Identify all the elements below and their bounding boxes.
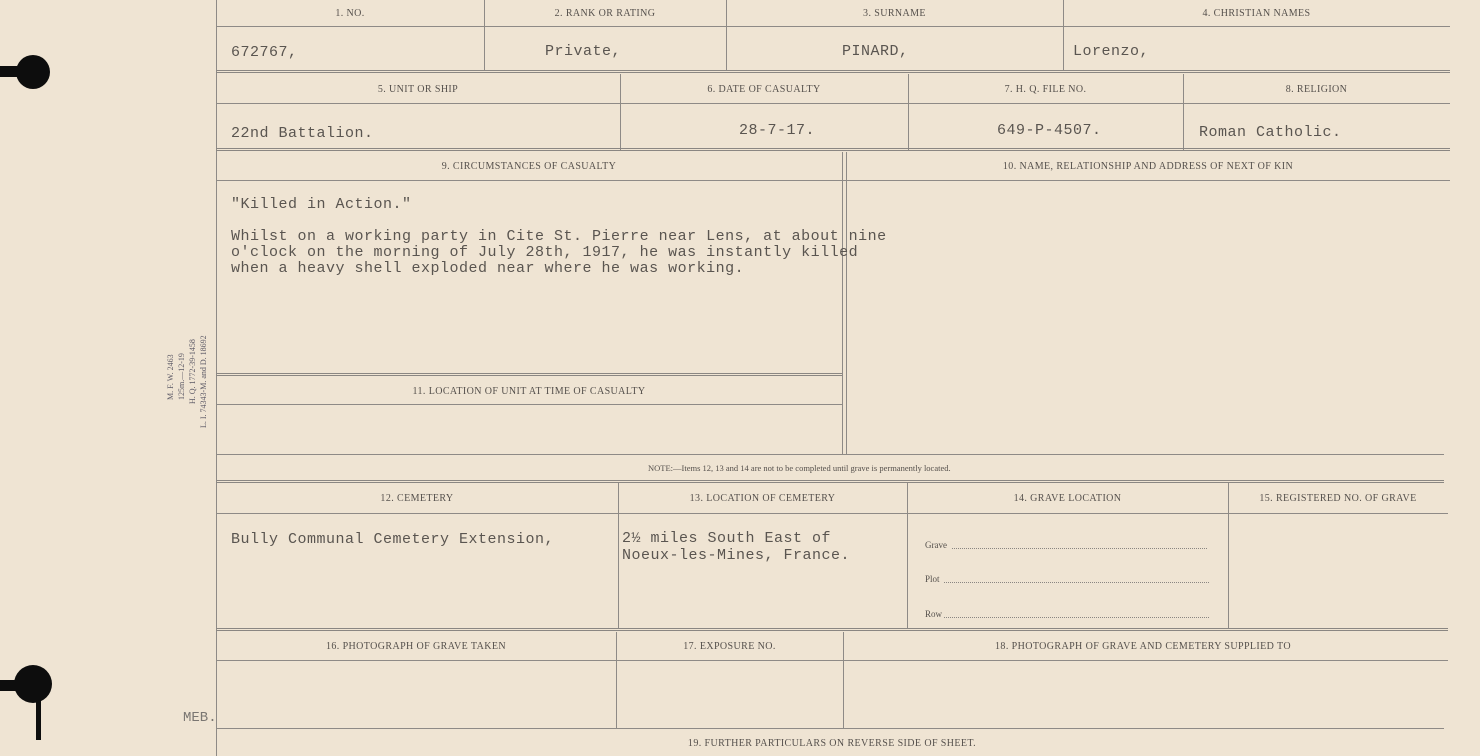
label-next-of-kin: 10. NAME, RELATIONSHIP AND ADDRESS OF NEXT OF KIN — [1002, 161, 1294, 172]
label-registered-no: 15. REGISTERED NO. OF GRAVE — [1259, 493, 1417, 504]
divider — [842, 152, 843, 454]
rule — [216, 26, 1450, 27]
rule — [216, 148, 1450, 151]
cemetery-location-line-1: 2½ miles South East of — [622, 530, 832, 547]
cemetery-location-line-2: Noeux-les-Mines, France. — [622, 547, 851, 564]
grave-field-label: Grave — [925, 540, 947, 550]
label-surname: 3. SURNAME — [863, 8, 926, 19]
rule — [216, 454, 1444, 455]
label-unit: 5. UNIT OR SHIP — [377, 84, 459, 95]
margin-stamp-line-4: L. I. 74343-M. and D. 18692 — [199, 335, 208, 428]
completion-note: NOTE:—Items 12, 13 and 14 are not to be completed until grave is permanently located. — [648, 463, 951, 473]
row-field-label: Row — [925, 609, 943, 619]
label-exposure-no: 17. EXPOSURE NO. — [683, 641, 776, 652]
circumstances-line-4: when a heavy shell exploded near where he was working. — [231, 260, 745, 277]
margin-stamp-line-2: 125m.—12-19 — [177, 353, 186, 400]
label-photograph-taken: 16. PHOTOGRAPH OF GRAVE TAKEN — [326, 641, 506, 652]
service-number-value: 672767, — [231, 44, 298, 61]
label-no: 1. NO. — [335, 8, 365, 19]
label-photograph-supplied-to: 18. PHOTOGRAPH OF GRAVE AND CEMETERY SUPPLIED TO — [995, 641, 1291, 652]
date-of-casualty-value: 28-7-17. — [739, 122, 816, 139]
hq-file-no-value: 649-P-4507. — [997, 122, 1102, 139]
label-cemetery: 12. CEMETERY — [380, 493, 454, 504]
label-location-of-unit: 11. LOCATION OF UNIT AT TIME OF CASUALTY — [412, 386, 646, 397]
rule — [216, 404, 842, 405]
rule — [216, 513, 1448, 514]
cemetery-value: Bully Communal Cemetery Extension, — [231, 531, 555, 548]
margin-initials: MEB. — [183, 710, 217, 726]
rule — [216, 70, 1450, 73]
label-rank: 2. RANK OR RATING — [554, 8, 656, 19]
label-hq-file-no: 7. H. Q. FILE NO. — [1004, 84, 1087, 95]
label-grave-location: 14. GRAVE LOCATION — [1013, 493, 1122, 504]
footer-note: 19. FURTHER PARTICULARS ON REVERSE SIDE OF SHEET. — [687, 738, 977, 749]
rank-value: Private, — [545, 43, 622, 60]
divider — [907, 483, 908, 629]
label-christian-names: 4. CHRISTIAN NAMES — [1202, 8, 1311, 19]
rule — [216, 103, 1450, 104]
label-religion: 8. RELIGION — [1285, 84, 1348, 95]
grave-field-line — [952, 548, 1207, 549]
rule — [216, 660, 1448, 661]
divider — [846, 152, 847, 454]
plot-field-line — [944, 582, 1209, 583]
rule — [216, 180, 1450, 181]
unit-value: 22nd Battalion. — [231, 125, 374, 142]
label-date-of-casualty: 6. DATE OF CASUALTY — [707, 84, 821, 95]
divider — [618, 483, 619, 629]
punch-hole-bottom-tail — [36, 698, 41, 740]
rule — [216, 728, 1444, 729]
margin-stamp-line-3: H. Q. 1772-39-1458 — [188, 339, 197, 404]
punch-hole-bottom-tab — [0, 680, 22, 691]
surname-value: PINARD, — [842, 43, 909, 60]
label-location-of-cemetery: 13. LOCATION OF CEMETERY — [689, 493, 836, 504]
rule — [216, 373, 842, 376]
margin-stamp-line-1: M. F. W. 2463 — [166, 354, 175, 400]
christian-names-value: Lorenzo, — [1073, 43, 1150, 60]
punch-hole-top-tab — [0, 66, 22, 77]
rule — [216, 480, 1444, 483]
divider — [1228, 483, 1229, 629]
rule — [216, 628, 1448, 631]
circumstances-line-2: Whilst on a working party in Cite St. Pierre near Lens, at about nine — [231, 228, 887, 245]
circumstances-line-3: o'clock on the morning of July 28th, 1917, he was instantly killed — [231, 244, 859, 261]
religion-value: Roman Catholic. — [1199, 124, 1342, 141]
label-circumstances: 9. CIRCUMSTANCES OF CASUALTY — [441, 161, 617, 172]
circumstances-line-1: "Killed in Action." — [231, 196, 412, 213]
row-field-line — [944, 617, 1209, 618]
plot-field-label: Plot — [925, 574, 940, 584]
